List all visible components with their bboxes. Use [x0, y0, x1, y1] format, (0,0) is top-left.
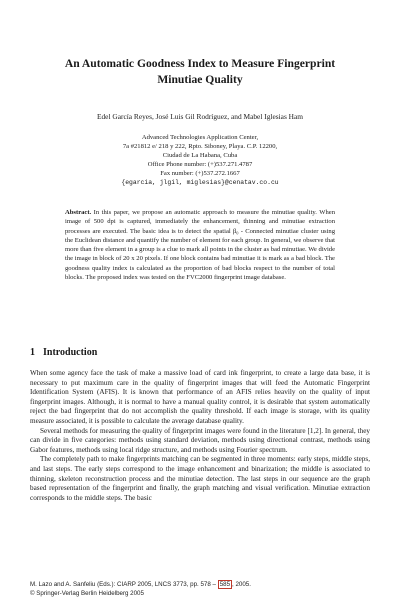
section-body [30, 369, 370, 503]
affiliation-line: 7a #21812 e/ 218 y 222, Rpto. Siboney, Playa. C.P. 12200, [122, 142, 278, 150]
affiliation-line: Fax number: (+)537.272.1667 [160, 169, 240, 177]
citation-text: M. Lazo and A. Sanfeliu (Eds.): CIARP 2005, LNCS 3773, pp. 578 – [30, 581, 218, 588]
page-footer [30, 580, 251, 598]
affiliation-block [40, 134, 360, 187]
citation-line [30, 580, 251, 589]
email-addresses: {egarcia, jlgil, miglesias}@cenatav.co.cu [121, 178, 279, 186]
authors: Edel García Reyes, José Luis Gil Rodríguez, and Mabel Iglesias Ham [96, 112, 304, 121]
copyright-line: © Springer-Verlag Berlin Heidelberg 2005 [30, 590, 144, 597]
affiliation-line: Ciudad de La Habana, Cuba [162, 151, 238, 159]
abstract-text: In this paper, we propose an automatic approach to measure the minutiae quality. When image of 500 dpi is captured, immediately the enhancement, thinning and minutiae extraction processes are executed. The basic idea is to detect the spatial β₀ - Connected minutiae cluster using the Euclidean distance and quantify the number of element for each group. In general, we observe that more than five element in a group is a clue to mark all points in the cluster as bad minutiae. We divide the image in block of 20 x 20 pixels. If one block contains bad minutiae it is mark as a bad block. The goodness quality index is calculated as the proportion of bad blocks respect to the number of total blocks. The proposed index was tested on the FVC2000 fingerprint image database. [65, 209, 335, 282]
section-title: Introduction [43, 347, 98, 358]
paper-title [30, 56, 370, 88]
section-heading [30, 347, 97, 358]
affiliation-line: Advanced Technologies Application Center, [141, 134, 259, 141]
paragraph: When some agency face the task of make a massive load of card ink fingerprint, to create a large data base, it is necessary to put maximum care in the quality of fingerprint images that will feed the Automatic Fingerprint Identification System (AFIS). It is known that performance of an AFIS relies heavily on the quality of input fingerprint images. Although, it is normal to have a manual quality control, it is desirable that system automatically reject the bad fingerprint that do not accomplish the quality threshold. If each image is storage, with its quality measure associated, it is possible to calculate the average database quality. [30, 369, 370, 425]
abstract-label: Abstract. [65, 209, 92, 216]
citation-year: , 2005. [232, 581, 251, 588]
title-line-2: Minutiae Quality [157, 73, 243, 86]
abstract [65, 208, 335, 282]
paragraph: The completely path to make fingerprints matching can be segmented in three moments: early steps, middle steps, and last steps. The early steps correspond to the image enhancement and binarization; the middle is associated to thinning, skeleton reconstruction process and the minutiae detection. The last steps in our sequence are the graph based representation of the fingerprint and finally, the graph matching and visual verification. Minutiae extraction corresponds to the middle steps. The basic [30, 455, 370, 502]
title-line-1: An Automatic Goodness Index to Measure Fingerprint [64, 57, 336, 70]
affiliation-line: Office Phone number: (+)537.271.4787 [147, 160, 253, 168]
paragraph: Several methods for measuring the quality of fingerprint images were found in the literature [1,2]. In general, they can divide in five categories: methods using standard deviation, methods using directional contrast, methods using Gabor features, methods using local ridge structure, and methods using Fourier spectrum. [30, 426, 370, 454]
page-number-link[interactable]: 585 [219, 581, 231, 588]
section-number: 1 [30, 347, 35, 358]
